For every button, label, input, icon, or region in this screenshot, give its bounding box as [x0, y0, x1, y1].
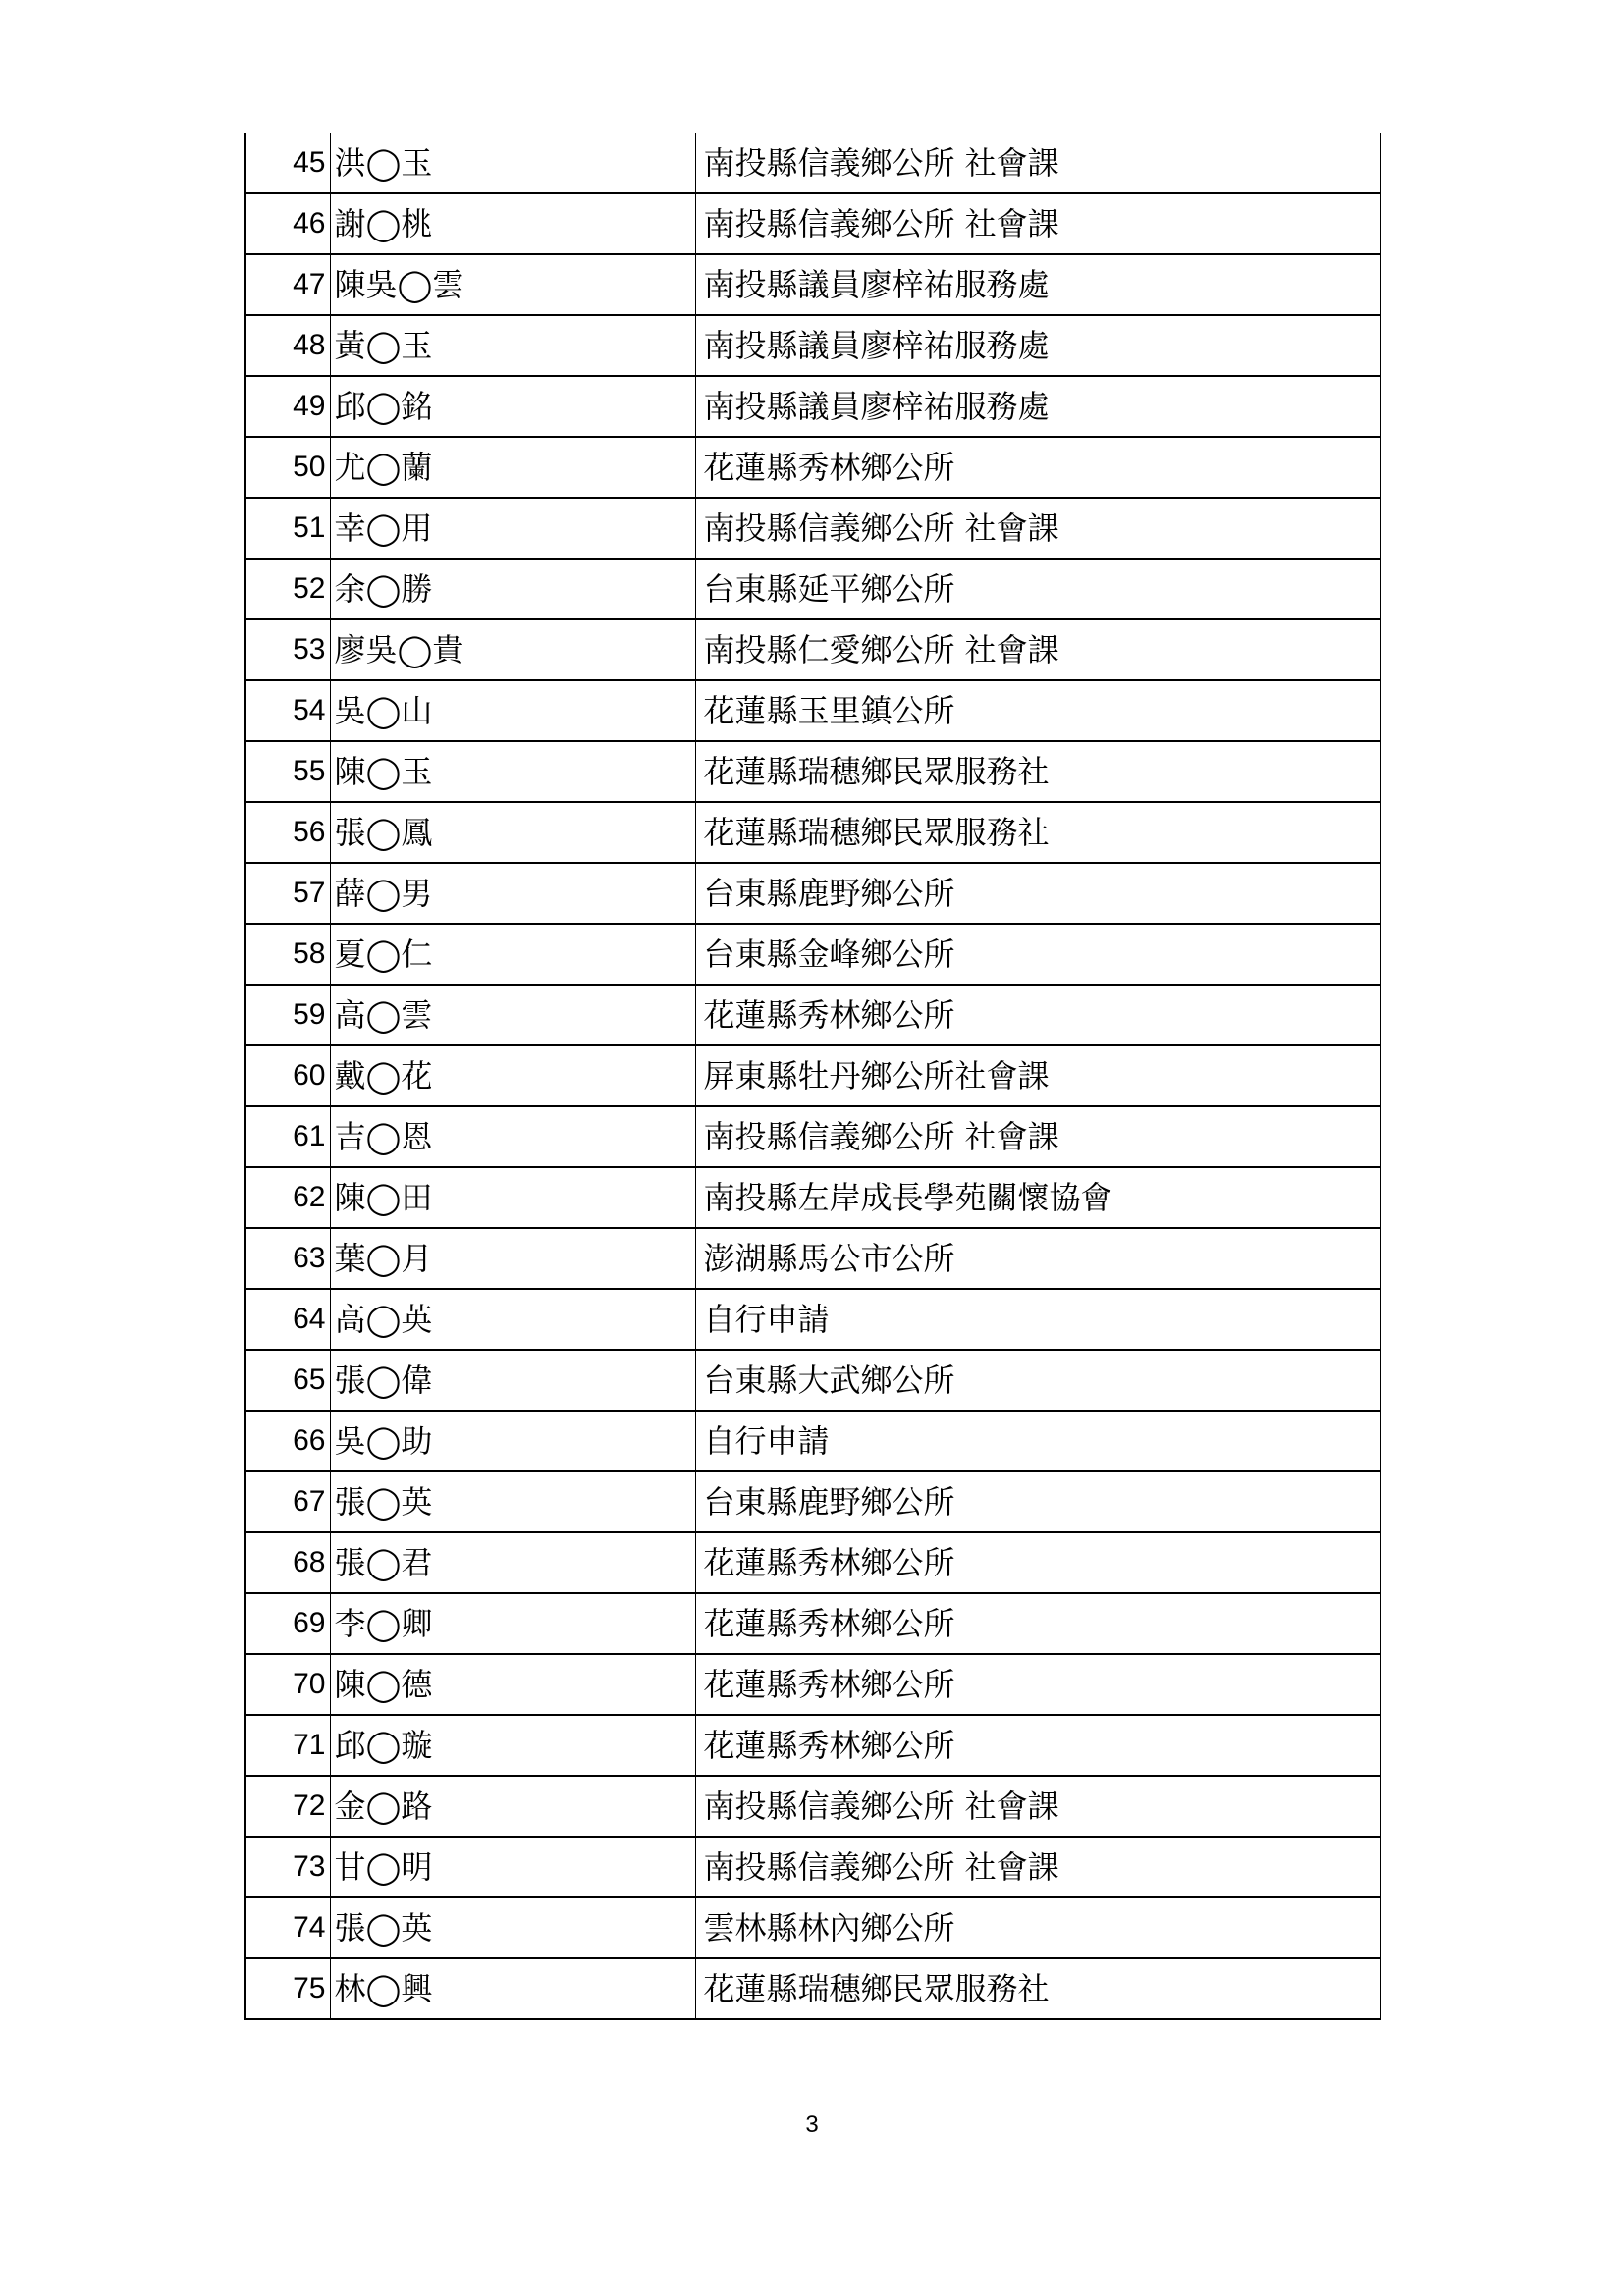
- row-number: 62: [245, 1167, 330, 1228]
- row-number: 73: [245, 1837, 330, 1897]
- row-number: 45: [245, 133, 330, 193]
- table-row: [245, 680, 1380, 741]
- person-name: 余◯勝: [330, 559, 695, 619]
- referring-organization: 台東縣鹿野鄉公所: [695, 863, 1380, 924]
- referring-organization: 自行申請: [695, 1411, 1380, 1471]
- table-row: [245, 924, 1380, 985]
- row-number: 74: [245, 1897, 330, 1958]
- person-name: 高◯英: [330, 1289, 695, 1350]
- row-number: 50: [245, 437, 330, 498]
- person-name: 尤◯蘭: [330, 437, 695, 498]
- row-number: 46: [245, 193, 330, 254]
- table-row: [245, 559, 1380, 619]
- row-number: 69: [245, 1593, 330, 1654]
- referring-organization: 花蓮縣玉里鎮公所: [695, 680, 1380, 741]
- referring-organization: 花蓮縣秀林鄉公所: [695, 1654, 1380, 1715]
- referring-organization: 花蓮縣秀林鄉公所: [695, 1532, 1380, 1593]
- table-row: [245, 1897, 1380, 1958]
- person-name: 薛◯男: [330, 863, 695, 924]
- table-row: [245, 133, 1380, 193]
- referring-organization: 雲林縣林內鄉公所: [695, 1897, 1380, 1958]
- referring-organization: 台東縣延平鄉公所: [695, 559, 1380, 619]
- table-row: [245, 1471, 1380, 1532]
- person-name: 張◯鳳: [330, 802, 695, 863]
- row-number: 57: [245, 863, 330, 924]
- table-row: [245, 1593, 1380, 1654]
- row-number: 75: [245, 1958, 330, 2019]
- table-row: [245, 1411, 1380, 1471]
- person-name: 金◯路: [330, 1776, 695, 1837]
- row-number: 72: [245, 1776, 330, 1837]
- row-number: 64: [245, 1289, 330, 1350]
- row-number: 59: [245, 985, 330, 1045]
- person-name: 邱◯璇: [330, 1715, 695, 1776]
- referring-organization: 澎湖縣馬公市公所: [695, 1228, 1380, 1289]
- table-row: [245, 741, 1380, 802]
- referring-organization: 南投縣議員廖梓祐服務處: [695, 254, 1380, 315]
- row-number: 55: [245, 741, 330, 802]
- person-name: 陳◯田: [330, 1167, 695, 1228]
- table-row: [245, 1167, 1380, 1228]
- table-row: [245, 1045, 1380, 1106]
- page-number: 3: [805, 2111, 819, 2138]
- referring-organization: 台東縣鹿野鄉公所: [695, 1471, 1380, 1532]
- row-number: 71: [245, 1715, 330, 1776]
- person-name: 陳◯德: [330, 1654, 695, 1715]
- row-number: 68: [245, 1532, 330, 1593]
- row-number: 49: [245, 376, 330, 437]
- table-row: [245, 193, 1380, 254]
- table-row: [245, 437, 1380, 498]
- referring-organization: 花蓮縣瑞穗鄉民眾服務社: [695, 741, 1380, 802]
- table-row: [245, 985, 1380, 1045]
- person-name: 高◯雲: [330, 985, 695, 1045]
- table-row: [245, 1532, 1380, 1593]
- roster-table-body: [245, 133, 1380, 2019]
- referring-organization: 花蓮縣瑞穗鄉民眾服務社: [695, 802, 1380, 863]
- person-name: 洪◯玉: [330, 133, 695, 193]
- person-name: 黃◯玉: [330, 315, 695, 376]
- person-name: 張◯英: [330, 1897, 695, 1958]
- referring-organization: 南投縣信義鄉公所 社會課: [695, 498, 1380, 559]
- referring-organization: 屏東縣牡丹鄉公所社會課: [695, 1045, 1380, 1106]
- row-number: 56: [245, 802, 330, 863]
- row-number: 52: [245, 559, 330, 619]
- referring-organization: 南投縣信義鄉公所 社會課: [695, 133, 1380, 193]
- row-number: 47: [245, 254, 330, 315]
- table-row: [245, 1228, 1380, 1289]
- person-name: 張◯偉: [330, 1350, 695, 1411]
- person-name: 張◯英: [330, 1471, 695, 1532]
- table-row: [245, 1958, 1380, 2019]
- table-row: [245, 254, 1380, 315]
- referring-organization: 花蓮縣瑞穗鄉民眾服務社: [695, 1958, 1380, 2019]
- person-name: 吉◯恩: [330, 1106, 695, 1167]
- table-row: [245, 1654, 1380, 1715]
- referring-organization: 台東縣大武鄉公所: [695, 1350, 1380, 1411]
- person-name: 夏◯仁: [330, 924, 695, 985]
- table-row: [245, 1350, 1380, 1411]
- person-name: 甘◯明: [330, 1837, 695, 1897]
- person-name: 廖吳◯貴: [330, 619, 695, 680]
- person-name: 葉◯月: [330, 1228, 695, 1289]
- table-row: [245, 1715, 1380, 1776]
- row-number: 61: [245, 1106, 330, 1167]
- referring-organization: 南投縣左岸成長學苑關懷協會: [695, 1167, 1380, 1228]
- table-row: [245, 1106, 1380, 1167]
- person-name: 陳吳◯雲: [330, 254, 695, 315]
- person-name: 邱◯銘: [330, 376, 695, 437]
- referring-organization: 南投縣信義鄉公所 社會課: [695, 193, 1380, 254]
- roster-table: [244, 133, 1381, 2020]
- table-row: [245, 376, 1380, 437]
- row-number: 58: [245, 924, 330, 985]
- referring-organization: 花蓮縣秀林鄉公所: [695, 985, 1380, 1045]
- person-name: 林◯興: [330, 1958, 695, 2019]
- person-name: 陳◯玉: [330, 741, 695, 802]
- row-number: 67: [245, 1471, 330, 1532]
- referring-organization: 南投縣議員廖梓祐服務處: [695, 315, 1380, 376]
- referring-organization: 花蓮縣秀林鄉公所: [695, 1593, 1380, 1654]
- table-row: [245, 498, 1380, 559]
- person-name: 張◯君: [330, 1532, 695, 1593]
- table-row: [245, 1776, 1380, 1837]
- row-number: 63: [245, 1228, 330, 1289]
- referring-organization: 台東縣金峰鄉公所: [695, 924, 1380, 985]
- referring-organization: 花蓮縣秀林鄉公所: [695, 1715, 1380, 1776]
- row-number: 65: [245, 1350, 330, 1411]
- table-row: [245, 802, 1380, 863]
- person-name: 幸◯用: [330, 498, 695, 559]
- row-number: 53: [245, 619, 330, 680]
- referring-organization: 南投縣信義鄉公所 社會課: [695, 1837, 1380, 1897]
- row-number: 54: [245, 680, 330, 741]
- table-row: [245, 863, 1380, 924]
- table-row: [245, 315, 1380, 376]
- table-row: [245, 1289, 1380, 1350]
- person-name: 李◯卿: [330, 1593, 695, 1654]
- referring-organization: 南投縣仁愛鄉公所 社會課: [695, 619, 1380, 680]
- row-number: 66: [245, 1411, 330, 1471]
- row-number: 48: [245, 315, 330, 376]
- row-number: 60: [245, 1045, 330, 1106]
- referring-organization: 自行申請: [695, 1289, 1380, 1350]
- referring-organization: 南投縣議員廖梓祐服務處: [695, 376, 1380, 437]
- row-number: 51: [245, 498, 330, 559]
- person-name: 戴◯花: [330, 1045, 695, 1106]
- referring-organization: 南投縣信義鄉公所 社會課: [695, 1776, 1380, 1837]
- row-number: 70: [245, 1654, 330, 1715]
- referring-organization: 花蓮縣秀林鄉公所: [695, 437, 1380, 498]
- person-name: 吳◯助: [330, 1411, 695, 1471]
- referring-organization: 南投縣信義鄉公所 社會課: [695, 1106, 1380, 1167]
- table-row: [245, 1837, 1380, 1897]
- table-row: [245, 619, 1380, 680]
- person-name: 謝◯桃: [330, 193, 695, 254]
- person-name: 吳◯山: [330, 680, 695, 741]
